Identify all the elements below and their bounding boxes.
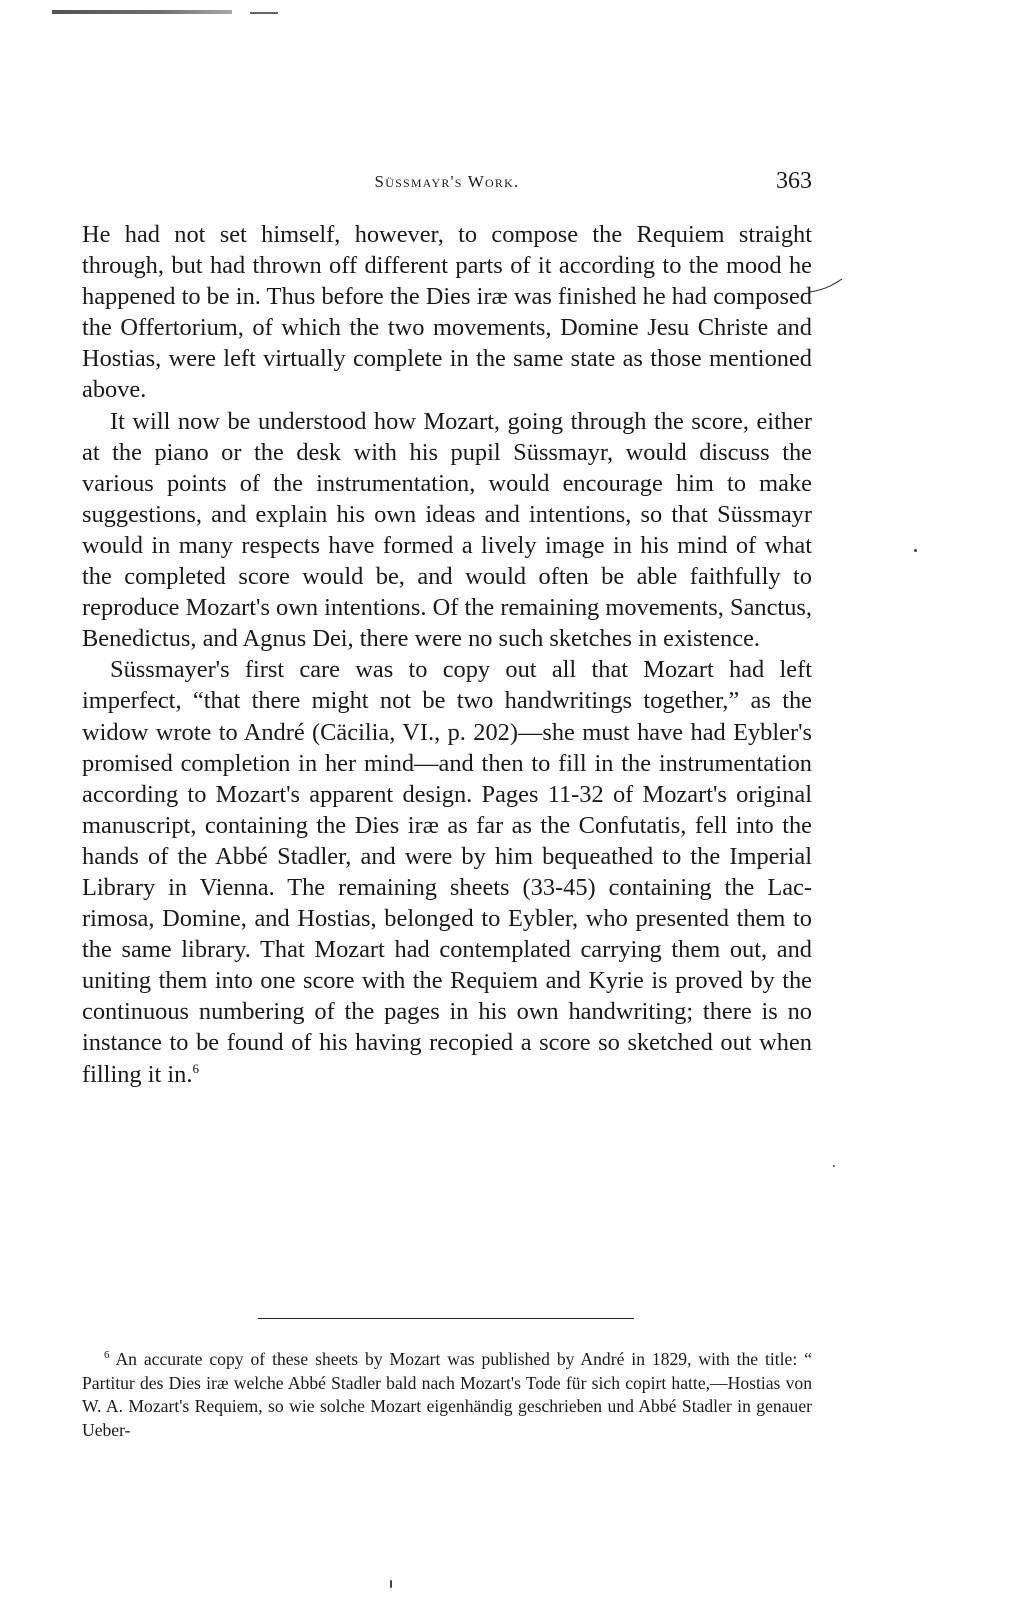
running-title: Süssmayr's Work. <box>374 172 520 191</box>
scan-artifact <box>250 12 278 14</box>
paragraph <box>82 654 812 1089</box>
footnote-marker: 6 <box>104 1349 110 1362</box>
scan-speck <box>914 549 917 552</box>
paragraph: He had not set himself, however, to compose the Requiem straight through, but had thrown off different parts of it according to the mood he happened to be in. Thus before the Dies iræ was finished he had composed the Offertorium, of which the two movements, Domine Jesu Christe and Hostias, were left virtually complete in the same state as those mentioned above. <box>82 221 812 404</box>
scan-speck <box>833 1165 835 1167</box>
page-number: 363 <box>776 168 812 194</box>
paragraph: It will now be understood how Mozart, going through the score, either at the piano or the desk with his pupil Süssmayr, would discuss the various points of the instrumentation, would encourage him to make suggestions, and explain his own ideas and intentions, so that Süssmayr would in many respects have formed a lively image in his mind of what the completed score would be, and would often be able faithfully to reproduce Mozart's own intentions. Of the remaining movements, Sanctus, Benedictus, and Agnus Dei, there were no such sketches in existence. <box>82 407 812 653</box>
paragraph-text: Süssmayer's first care was to copy out all that Mozart had left imperfect, “that there might not be two handwritings together,” as the widow wrote to André (Cäcilia, VI., p. 202)—she must have had Eybler's promised completion in her mind—and then to fill in the instrumentation according to Mozart's apparent design. Pages 11-32 of Mozart's original manuscript, containing the Dies iræ as far as the Confutatis, fell into the hands of the Abbé Stadler, and were by him bequeathed to the Imperial Library in Vienna. The remaining sheets (33-45) containing the Lacrimosa, Domine, and Hostias, belonged to Eybler, who presented them to the same library. That Mozart had contemplated carrying them out, and uniting them into one score with the Requiem and Kyrie is proved by the continuous numbering of the pages in his own handwriting; there is no instance to be found of his having recopied a score so sketched out when filling it in. <box>82 656 812 1088</box>
footnote <box>82 1348 812 1443</box>
scan-artifact <box>52 10 232 14</box>
pencil-mark <box>808 278 844 296</box>
footnote-text: An accurate copy of these sheets by Mozart was published by André in 1829, with the title: “ Partitur des Dies iræ welche Abbé Stadler bald nach Mozart's Tode für sich copirt hatte,—Hostias von W. A. Mozart's Requiem, so wie solche Mozart eigenhändig geschrieben und Abbé Stadler in genauer Ueber- <box>82 1349 812 1441</box>
footnote-rule <box>258 1318 634 1319</box>
body-text <box>82 219 812 1090</box>
scan-speck <box>390 1580 392 1588</box>
footnote-paragraph <box>82 1348 812 1443</box>
footnote-reference: 6 <box>192 1060 199 1076</box>
running-head <box>82 168 812 198</box>
